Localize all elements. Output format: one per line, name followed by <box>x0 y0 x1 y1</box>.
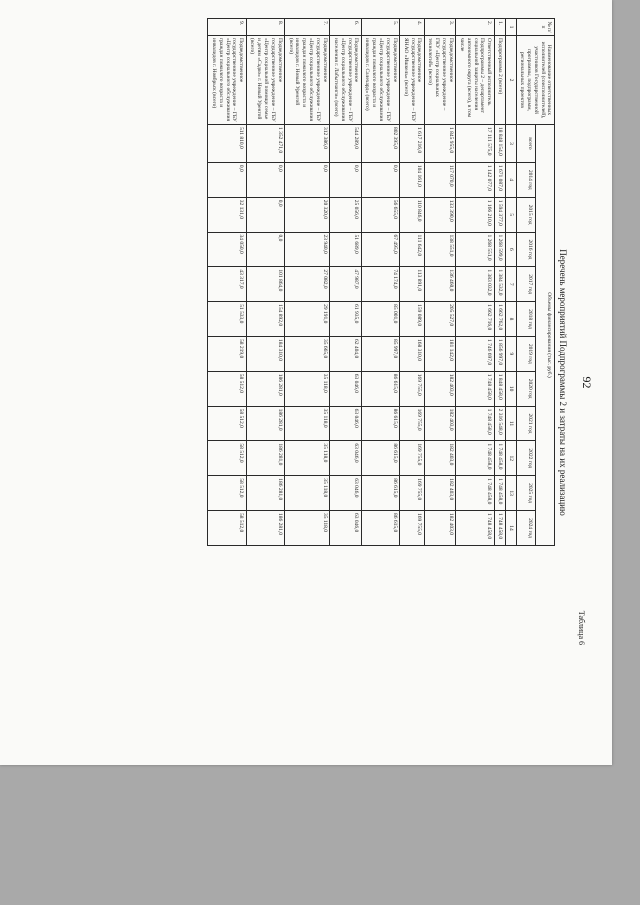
row-value: 1 856 997,0 <box>494 336 505 371</box>
row-value: 182 403,0 <box>425 441 457 476</box>
row-number: 2. <box>456 19 494 36</box>
row-value: 138 551,0 <box>425 232 457 267</box>
row-value: 18 848 154,0 <box>494 125 505 163</box>
column-number-row <box>505 19 516 546</box>
row-number: 1. <box>494 19 505 36</box>
row-value: 1 848 458,0 <box>494 371 505 406</box>
column-number: 1 <box>505 19 516 36</box>
row-name: Ответственный исполнитель Подпрограммы 2 – департамент социальной защиты населения автономного округа (всего), в том числе <box>456 36 494 125</box>
row-value: 86 615,0 <box>362 371 400 406</box>
row-value: 63 046,0 <box>330 371 362 406</box>
row-number: 3. <box>425 19 457 36</box>
row-value: 182 403,0 <box>425 511 457 546</box>
row-value: 104 161,0 <box>400 162 425 197</box>
row-value: 20 320,0 <box>285 197 330 232</box>
column-number: 4 <box>505 162 516 197</box>
header-row <box>535 19 554 546</box>
row-value: 169 755,0 <box>400 406 425 441</box>
row-value: 0,0 <box>362 162 400 197</box>
row-value: 169 755,0 <box>400 476 425 511</box>
row-value: 113 891,0 <box>400 267 425 302</box>
row-value: 1 268 599,0 <box>494 232 505 267</box>
row-value: 1 748 458,0 <box>456 406 494 441</box>
column-number: 9 <box>505 336 516 371</box>
row-value: 32 131,0 <box>208 197 246 232</box>
row-name: Подведомственное государственное учреждение – ГБУ «Центр социального обслуживания граждан пожилого возраста и инвалидов г. Новый Уренгой (всего) <box>285 36 330 125</box>
row-number: 8. <box>246 19 284 36</box>
row-value: 511 810,0 <box>208 125 246 163</box>
row-value: 51 689,0 <box>330 232 362 267</box>
row-name: Подведомственное государственное учреждение – ГБУ «Центр социального обслуживания граждан пожилого возраста и инвалидов г. Салехард» (всего) <box>362 36 400 125</box>
row-value: 85 997,0 <box>362 336 400 371</box>
header-year: всего <box>516 125 535 163</box>
row-value: 0,0 <box>330 162 362 197</box>
row-value: 47 987,0 <box>330 267 362 302</box>
row-name: Подпрограмма 2 (всего) <box>494 36 505 125</box>
table-row <box>208 19 246 546</box>
row-value: 63 046,0 <box>330 511 362 546</box>
column-number: 11 <box>505 406 516 441</box>
row-value: 1 617 216,0 <box>400 125 425 163</box>
row-number: 7. <box>285 19 330 36</box>
header-name: Наименование ответственных исполнителей (соисполнителей), участников Государственной программы, подпрограмм, региональных проектов <box>516 36 554 125</box>
row-value: 17 111 575,0 <box>456 125 494 163</box>
column-number: 14 <box>505 511 516 546</box>
row-name: Подведомственное государственное учреждение – ГБУ «Центр социальной помощи семье и детям «Садко» г. Новый Уренгой (всего) <box>246 36 284 125</box>
row-value: 63 046,0 <box>330 441 362 476</box>
row-name: Подведомственное государственное учреждение – ГБУ «Центр социального обслуживания граждан пожилого возраста и инвалидов г. Ноябрьск (всего) <box>208 36 246 125</box>
row-value: 101 864,0 <box>246 267 284 302</box>
row-value: 34 050,0 <box>208 232 246 267</box>
header-year: 2015 год <box>516 197 535 232</box>
row-value: 1 748 458,0 <box>494 511 505 546</box>
row-value: 0,0 <box>285 162 330 197</box>
row-value: 1 748 458,0 <box>494 476 505 511</box>
row-value: 159 089,0 <box>400 302 425 337</box>
row-number: 5. <box>362 19 400 36</box>
row-value: 62 404,0 <box>330 336 362 371</box>
column-number: 3 <box>505 125 516 163</box>
row-value: 1 746 697,0 <box>456 336 494 371</box>
row-value: 1 268 551,0 <box>456 232 494 267</box>
row-value: 110 846,0 <box>400 197 425 232</box>
row-value: 86 615,0 <box>362 511 400 546</box>
row-value: 35 118,0 <box>285 511 330 546</box>
row-value: 58 512,0 <box>208 406 246 441</box>
row-number: 4. <box>400 19 425 36</box>
row-value: 136 460,0 <box>425 267 457 302</box>
row-value: 1 748 458,0 <box>456 371 494 406</box>
row-value: 544 289,0 <box>330 125 362 163</box>
row-value: 1 142 077,0 <box>456 162 494 197</box>
row-value: 0,0 <box>208 162 246 197</box>
row-value: 205 527,0 <box>425 302 457 337</box>
row-value: 182 403,0 <box>425 476 457 511</box>
column-number: 6 <box>505 232 516 267</box>
header-year: 2025 год <box>516 476 535 511</box>
row-value: 35 118,0 <box>285 406 330 441</box>
row-value: 35 118,0 <box>285 371 330 406</box>
row-value: 85 001,0 <box>362 302 400 337</box>
row-value: 0,0 <box>246 197 284 232</box>
row-value: 1 662 716,0 <box>456 302 494 337</box>
row-value: 182 403,0 <box>425 406 457 441</box>
column-number: 13 <box>505 476 516 511</box>
row-value: 58 512,0 <box>208 441 246 476</box>
row-value: 1 594 377,0 <box>494 197 505 232</box>
row-value: 63 046,0 <box>330 476 362 511</box>
row-value: 67 495,0 <box>362 232 400 267</box>
row-number: 6. <box>330 19 362 36</box>
column-number: 12 <box>505 441 516 476</box>
table-row <box>425 19 457 546</box>
table-row <box>330 19 362 546</box>
row-value: 184 310,0 <box>246 336 284 371</box>
table-row <box>494 19 505 546</box>
column-number: 8 <box>505 302 516 337</box>
row-value: 86 615,0 <box>362 406 400 441</box>
row-value: 117 070,0 <box>425 162 457 197</box>
row-value: 86 615,0 <box>362 441 400 476</box>
row-value: 154 892,0 <box>246 302 284 337</box>
row-value: 58 512,0 <box>208 511 246 546</box>
row-value: 1 383 032,0 <box>456 267 494 302</box>
row-value: 169 755,0 <box>400 371 425 406</box>
row-name: Подведомственное государственное учреждение – ГБУ «Центр социального обслуживания населения г. Лабытнанги» (всего) <box>330 36 362 125</box>
row-value: 0,0 <box>246 162 284 197</box>
row-value: 1 352 471,0 <box>246 125 284 163</box>
row-number: 9. <box>208 19 246 36</box>
table-label: Таблица 6 <box>577 610 586 645</box>
row-value: 186 281,0 <box>246 476 284 511</box>
row-value: 1 748 458,0 <box>494 441 505 476</box>
column-number: 5 <box>505 197 516 232</box>
row-value: 186 281,0 <box>246 441 284 476</box>
row-value: 1 671 087,0 <box>494 162 505 197</box>
row-value: 25 056,0 <box>330 197 362 232</box>
row-value: 35 118,0 <box>285 476 330 511</box>
header-year: 2017 год <box>516 267 535 302</box>
row-value: 1 662 762,0 <box>494 302 505 337</box>
row-value: 1 748 458,0 <box>456 511 494 546</box>
row-value: 61 935,0 <box>330 302 362 337</box>
table-row <box>456 19 494 546</box>
row-value: 1 748 458,0 <box>456 476 494 511</box>
row-value: 182 403,0 <box>425 371 457 406</box>
header-year: 2014 год <box>516 162 535 197</box>
row-value: 23 940,0 <box>285 232 330 267</box>
header-year: 2020 год <box>516 371 535 406</box>
row-value: 169 755,0 <box>400 511 425 546</box>
row-value: 27 082,0 <box>285 267 330 302</box>
row-value: 802 395,0 <box>362 125 400 163</box>
row-value: 312 386,0 <box>285 125 330 163</box>
table-row <box>400 19 425 546</box>
header-num: № п/п <box>516 19 554 36</box>
row-value: 51 533,0 <box>208 302 246 337</box>
row-value: 181 142,0 <box>425 336 457 371</box>
row-value: 35 665,0 <box>285 336 330 371</box>
row-value: 43 317,0 <box>208 267 246 302</box>
row-value: 74 174,0 <box>362 267 400 302</box>
header-year: 2018 год <box>516 302 535 337</box>
row-value: 29 191,0 <box>285 302 330 337</box>
row-value: 1 748 458,0 <box>456 441 494 476</box>
table-body <box>208 19 505 546</box>
row-name: Подведомственное государственное учреждение – ГКУ «Центр социальных технологий» (всего) <box>425 36 457 125</box>
row-value: 111 642,0 <box>400 232 425 267</box>
row-value: 58 512,0 <box>208 371 246 406</box>
row-value: 1 845 955,0 <box>425 125 457 163</box>
row-value: 58 219,0 <box>208 336 246 371</box>
header-year: 2019 год <box>516 336 535 371</box>
column-number: 2 <box>505 36 516 125</box>
row-value: 1 166 210,0 <box>456 197 494 232</box>
row-value: 86 615,0 <box>362 476 400 511</box>
table-row <box>246 19 284 546</box>
row-value: 2 316 548,0 <box>494 406 505 441</box>
row-value: 63 046,0 <box>330 406 362 441</box>
row-value: 186 281,0 <box>246 511 284 546</box>
header-year: 2016 год <box>516 232 535 267</box>
row-value: 186 281,0 <box>246 371 284 406</box>
row-value: 133 390,0 <box>425 197 457 232</box>
header-year: 2022 год <box>516 441 535 476</box>
row-value: 1 384 532,0 <box>494 267 505 302</box>
table-row <box>285 19 330 546</box>
row-value: 0,0 <box>246 232 284 267</box>
column-number: 7 <box>505 267 516 302</box>
column-number: 10 <box>505 371 516 406</box>
funding-table <box>208 18 556 546</box>
table-caption: Перечень мероприятий Подпрограммы 2 и затраты на их реализацию <box>558 249 568 516</box>
page-number: 92 <box>580 376 594 389</box>
row-name: Подведомственное государственное учреждение – ГБУ ЯНАО «Ишкель» (всего) <box>400 36 425 125</box>
row-value: 169 755,0 <box>400 441 425 476</box>
table-row <box>362 19 400 546</box>
header-funding: Объемы финансирования (тыс. руб.) <box>535 125 554 546</box>
row-value: 168 310,0 <box>400 336 425 371</box>
row-value: 186 281,0 <box>246 406 284 441</box>
row-value: 58 512,0 <box>208 476 246 511</box>
header-year: 2021 год <box>516 406 535 441</box>
header-year: 2024 год <box>516 511 535 546</box>
row-value: 56 655,0 <box>362 197 400 232</box>
row-value: 35 118,0 <box>285 441 330 476</box>
